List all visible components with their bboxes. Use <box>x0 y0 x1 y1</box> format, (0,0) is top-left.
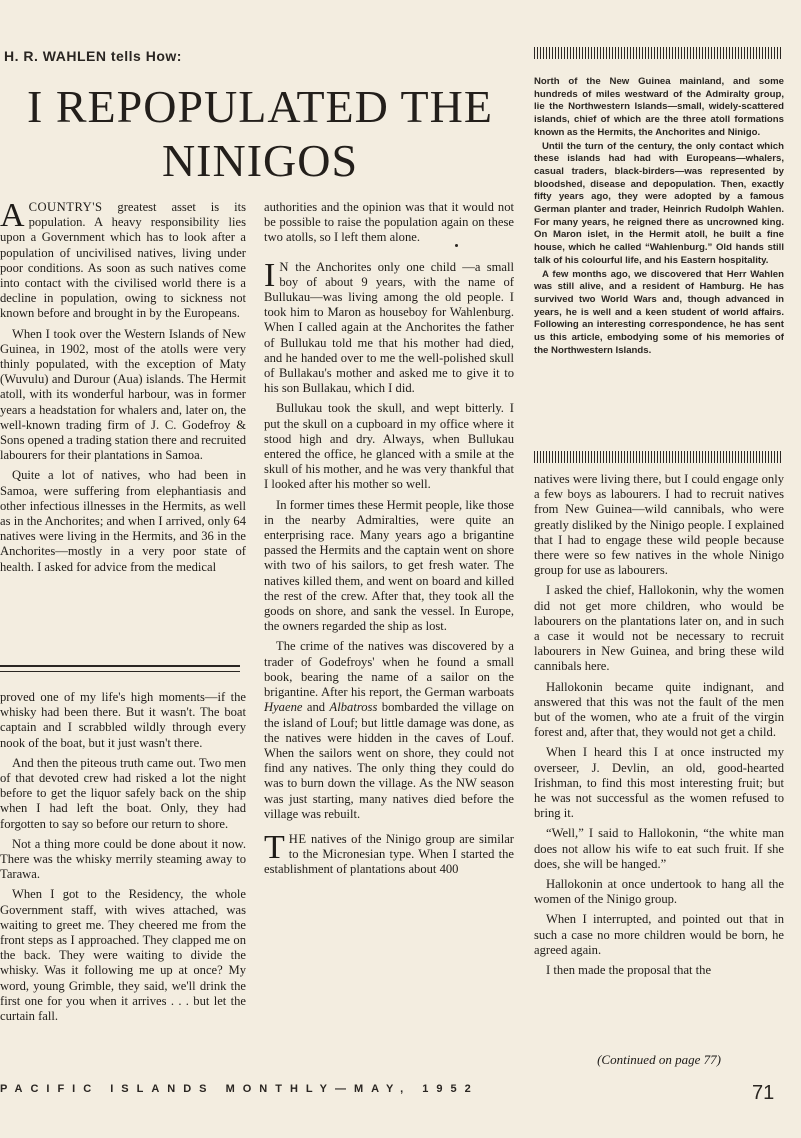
lead-word: COUNTRY'S <box>28 200 103 214</box>
paragraph: THE natives of the Ninigo group are similar to the Micronesian type. When I started the establishment of plantations about 400 <box>264 828 514 877</box>
paragraph: proved one of my life's high moments—if the whisky had been there. But it wasn't. The boat captain and I scrabbled wildly through every nook of the boat, but it just wasn't there. <box>0 690 246 750</box>
paragraph: The crime of the natives was discovered by a trader of Godefroys' when he found a small book, bearing the name of a sailor on the brigantine. After his report, the German warboats Hyaene and Albatross bombarded the village on the island of Louf; but little damage was done, as the natives were hidden in the caves of Louf. When the sailors went on shore, they could not find any natives. The only thing they could do was to burn down the village. As the NW season was just starting, many natives died before the village was rebuilt. <box>264 639 515 821</box>
decorative-hatch-top <box>534 47 782 59</box>
paragraph: Bullukau took the skull, and wept bitterly. I put the skull on a cupboard in my office where it stood high and dry. Always, when Bullukau entered the office, he glanced with a smile at the skull of his mother, and he was very thankful that I looked after his mother so well. <box>264 401 514 492</box>
paragraph: And then the piteous truth came out. Two men of that devoted crew had risked a lot the night before to get the liquor safely back on the ship when I had left the boat. Only, they had forgotten to say so before our return to shore. <box>0 755 246 831</box>
paragraph: When I heard this I at once instructed my overseer, J. Devlin, an old, good-hearted Irishman, to find this most interesting fruit; but he was not successful as the women refused to bring it. <box>534 745 784 821</box>
paragraph: Not a thing more could be done about it now. There was the whisky merrily steaming away to Tarawa. <box>0 836 246 882</box>
paragraph: “Well,” I said to Hallokonin, “the white man does not allow his wife to eat such fruit. If she does, she will be hanged.” <box>534 826 784 871</box>
paragraph: I then made the proposal that the <box>546 963 712 978</box>
column-1-top <box>0 197 246 580</box>
paragraph: Hallokonin at once undertook to hang all the women of the Ninigo group. <box>534 877 784 907</box>
paragraph: natives were living there, but I could engage only a few boys as labourers. I had to recruit natives from New Guinea—wild cannibals, who were greatly disliked by the Ninigo people. I explained that I had to engage these wild people because there were so few natives in the whole Ninigo group for use as labourers. <box>534 472 784 578</box>
column-2 <box>264 200 514 883</box>
ship-name: Hyaene <box>264 700 303 715</box>
drop-cap: T <box>264 828 285 866</box>
continued-note: (Continued on page 77) <box>597 1052 721 1067</box>
paragraph: authorities and the opinion was that it would not be possible to raise the population again on these two atolls, so I left them alone. <box>264 200 514 245</box>
paragraph: When I interrupted, and pointed out that in such a case no more children would be born, he agreed again. <box>534 912 784 957</box>
stray-mark <box>455 244 458 247</box>
intro-paragraph: A few months ago, we discovered that Herr Wahlen was still alive, and a resident of Hamburg. He has survived two World Wars and, though advanced in years, he is well and a keen student of world affairs. Following an interesting correspondence, he has sent us this article, embodying some of his memories of the Northwestern Islands. <box>534 268 784 356</box>
paragraph: I asked the chief, Hallokonin, why the women did not get more children, who would be labourers on the plantations later on, and in such a case it would not be necessary to recruit labourers in New Guinea, and bring these wild cannibals here. <box>534 583 784 674</box>
page-number: 71 <box>752 1082 775 1104</box>
ship-name: Albatross <box>329 700 378 715</box>
paragraph: When I got to the Residency, the whole Government staff, with wives attached, was waiting to greet me. They cheered me from the front steps as I approached. They clapped me on the back. They were waiting to divide the whisky. Was it following me up at once? My word, young Grimble, they said, we'll drink the first one for you when it arrives . . . but let the curtain fall. <box>0 887 246 1024</box>
intro-paragraph: Until the turn of the century, the only contact which these islands had had with Europeans—whalers, casual traders, black-birders—was represented by bloodshed, disease and depopulation. Then, exactly fifty years ago, they were adopted by a famous German planter and trader, Heinrich Rudolph Wahlen. For many years, he reigned there as uncrowned king. On Maron islet, in the Hermit atoll, he built a fine house, which he called “Wahlenburg.” Old hands still talk of his colourful life, and his Eastern hospitality. <box>534 140 784 266</box>
column-divider-rule <box>0 665 240 667</box>
paragraph: ACOUNTRY'S greatest asset is its population. A heavy responsibility lies upon a Government which has to look after a population of uncivilised natives, living under poor conditions. As soon as such natives come into contact with the civilised world there is a decline in population, owing to sickness not known before and brought in by the Europeans. <box>0 197 246 321</box>
column-1-bottom <box>0 690 246 1029</box>
byline: H. R. WAHLEN tells How: <box>4 48 182 64</box>
paragraph: Hallokonin became quite indignant, and answered that this was not the fault of the men but of the women, who ate a fruit of the virgin forest and, after that, they would not get a child. <box>534 679 784 740</box>
paragraph: Quite a lot of natives, who had been in Samoa, were suffering from elephantiasis and other infectious illnesses in the Hermits, as well as in the Anchorites; and when I arrived, only 64 natives were living in the Hermits, and 36 in the Anchorites—mostly in a very poor state of health. I asked for advice from the medical <box>0 468 246 574</box>
paragraph: When I took over the Western Islands of New Guinea, in 1902, most of the atolls were very thinly populated, with the exception of Maty (Wuvulu) and Durour (Aua) islands. The Hermit atoll, with its wonderful harbour, was in former years a headstation for whalers and, later on, the well-known trading firm of J. C. Godefroy & Sons opened a trading station there and recruited labourers for their plantations in Samoa. <box>0 326 246 463</box>
drop-cap: A <box>0 197 25 234</box>
column-divider-rule <box>0 671 240 672</box>
paragraph: I N the Anchorites only one child —a small boy of about 9 years, with the name of Bullukau—was living among the old people. I took him to Maron as houseboy for Wahlenburg. When I called again at the Anchorites the father of Bullukau told me that his mother had died, and he handed over to me the well-polished skull of Bullakau's mother and asked me to give it to his son Bullakau, which I did. <box>264 256 514 396</box>
column-3 <box>534 472 784 983</box>
paragraph: In former times these Hermit people, like those in the nearby Admiralties, were quite an enterprising race. Many years ago a brigantine passed the Hermits and the captain went on shore with two of his sailors, to get fresh water. The natives killed them, and went on board and killed the rest of the crew. After that, they took all the goods on shore, and sank the vessel. In Europe, the owners regarded the ship as lost. <box>264 497 514 634</box>
footer-masthead: PACIFIC ISLANDS MONTHLY—MAY, 1952 <box>0 1083 479 1095</box>
drop-cap: I <box>264 256 276 294</box>
headline: I REPOPULATED THE NINIGOS <box>27 81 493 186</box>
decorative-hatch-mid <box>534 451 782 463</box>
intro-paragraph: North of the New Guinea mainland, and some hundreds of miles westward of the Admiralty group, lie the Northwestern Islands—small, widely-scattered islands, chief of which are the three atoll formations known as the Hermits, the Anchorites and Ninigo. <box>534 76 784 138</box>
intro-box <box>534 76 784 358</box>
